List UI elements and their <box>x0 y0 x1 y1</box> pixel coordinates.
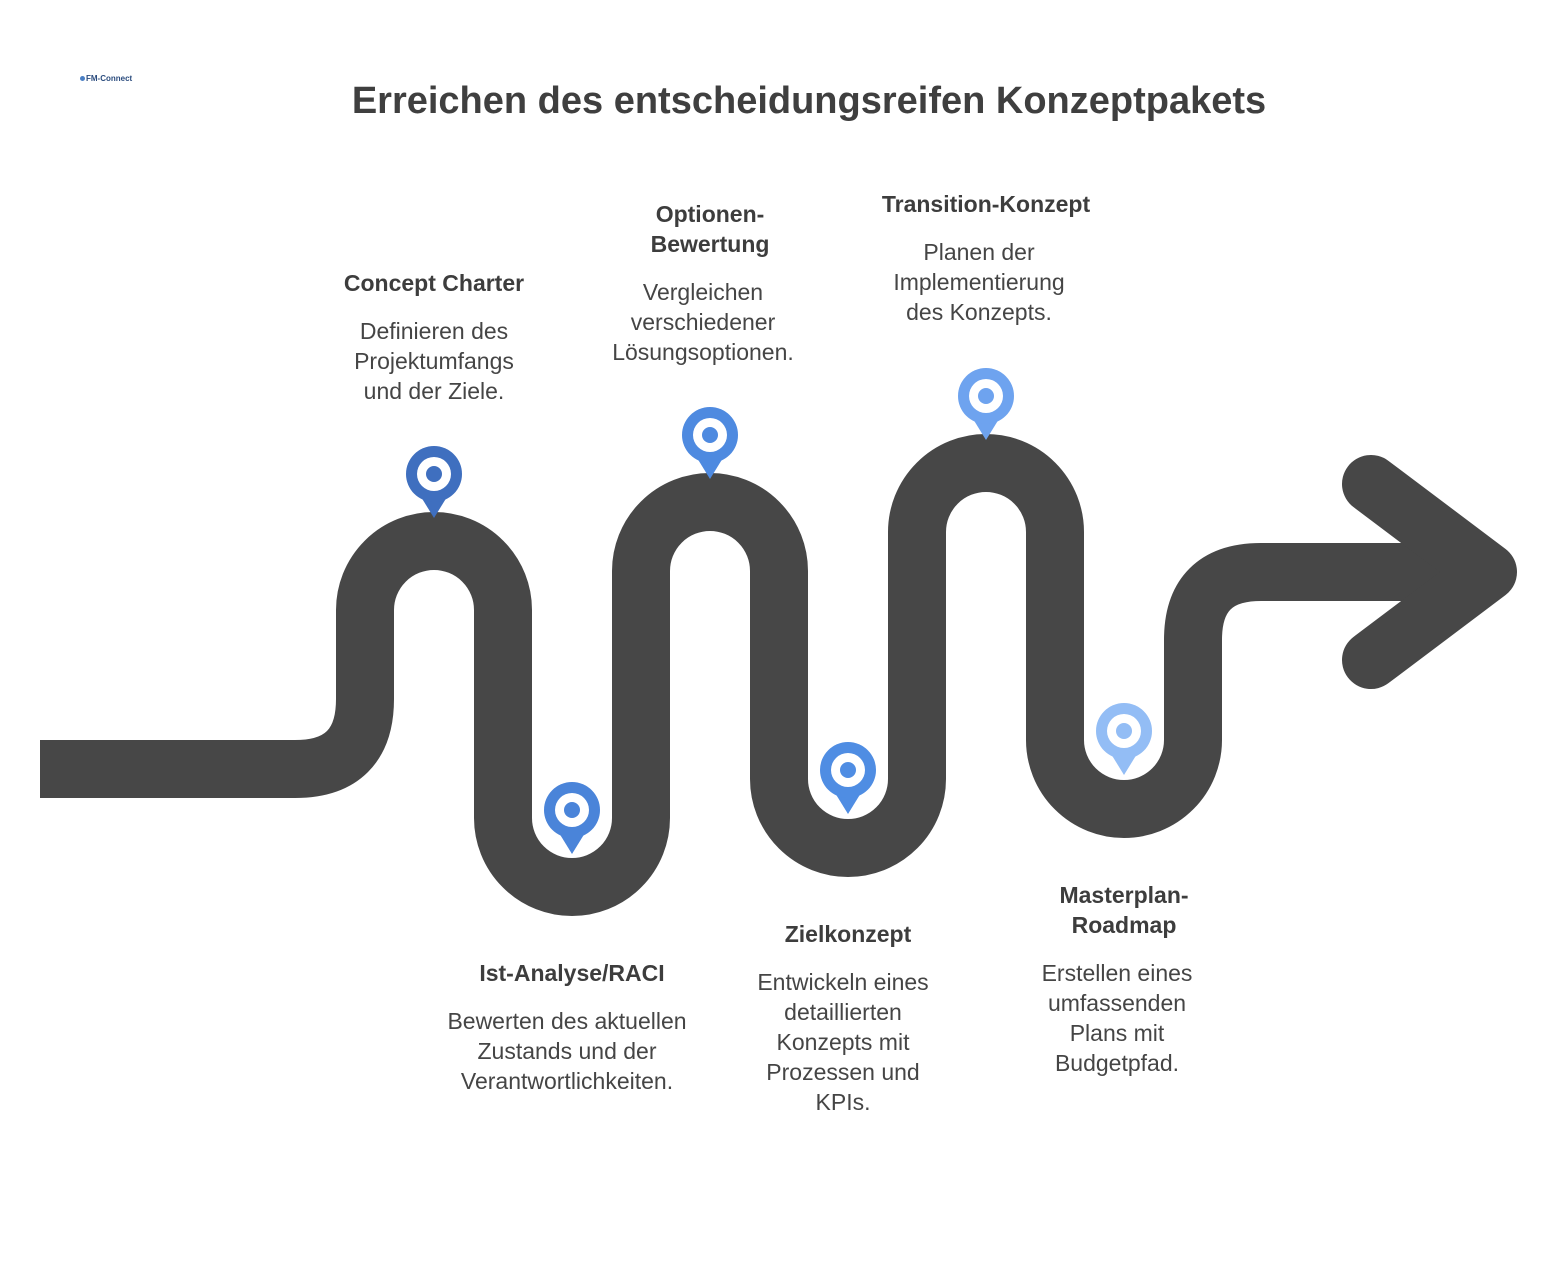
step-description: Entwickeln eines detaillierten Konzepts mit Prozessen und KPIs. <box>757 969 929 1115</box>
location-pin-icon <box>820 742 876 814</box>
step-title: Optionen-Bewertung <box>650 201 770 257</box>
location-pin-icon <box>544 782 600 854</box>
location-pin-icon <box>1096 703 1152 775</box>
step-label-zielkonzept <box>718 919 978 1117</box>
step-description: Bewerten des aktuellen Zustands und der Verantwortlichkeiten. <box>447 1008 687 1094</box>
step-title: Ist-Analyse/RACI <box>479 960 665 986</box>
step-title: Zielkonzept <box>784 921 912 947</box>
location-pin-icon <box>682 407 738 479</box>
step-label-transition-konzept <box>856 189 1116 327</box>
location-pin-icon <box>406 446 462 518</box>
step-label-masterplan-roadmap <box>994 880 1254 1078</box>
step-description: Planen der Implementierung des Konzepts. <box>893 239 1065 325</box>
step-label-concept-charter <box>304 268 564 406</box>
step-description: Definieren des Projektumfangs und der Ziele. <box>354 318 514 404</box>
winding-road <box>40 463 1470 887</box>
step-label-optionen-bewertung <box>580 199 840 367</box>
step-description: Erstellen eines umfassenden Plans mit Budgetpfad. <box>1041 960 1193 1076</box>
step-title: Concept Charter <box>343 270 525 296</box>
diagram-title: Erreichen des entscheidungsreifen Konzeptpakets <box>351 80 1267 122</box>
step-title: Transition-Konzept <box>881 191 1091 217</box>
step-title: Masterplan-Roadmap <box>1059 882 1189 938</box>
location-pin-icon <box>958 368 1014 440</box>
logo-text: FM-Connect <box>86 74 133 83</box>
step-description: Vergleichen verschiedener Lösungsoptionen. <box>612 279 794 365</box>
step-label-ist-analyse <box>442 958 702 1096</box>
